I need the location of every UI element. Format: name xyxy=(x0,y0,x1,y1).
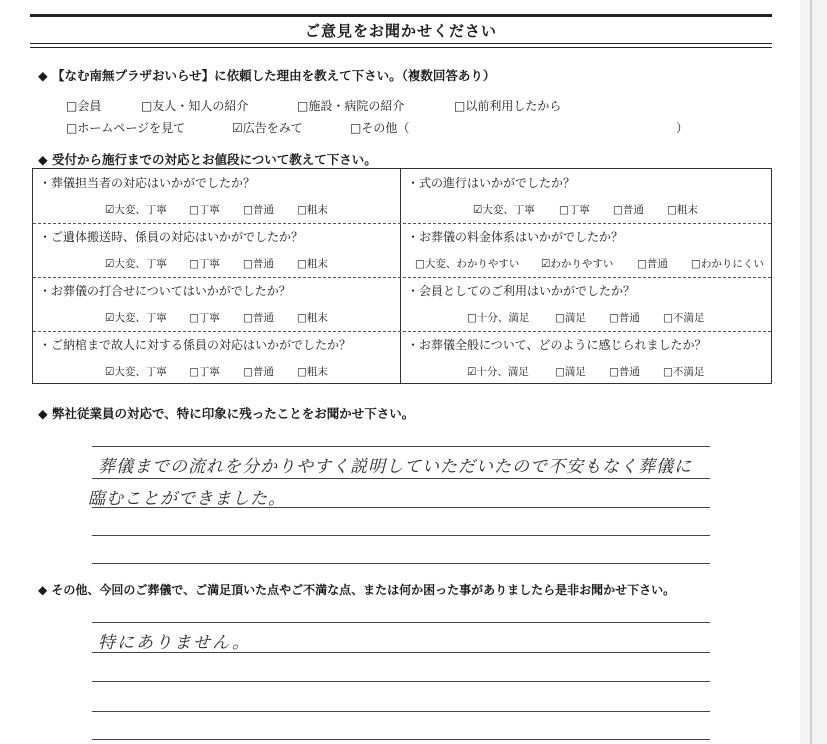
q1-option-homepage[interactable]: □ホームページを見て xyxy=(66,121,186,135)
q2-question-pricing: ・お葬儀の料金体系はいかがでしたか？ xyxy=(407,230,624,244)
q2-answer[interactable]: □満足 xyxy=(555,366,586,378)
q2-answer[interactable]: ☑大変、丁寧 xyxy=(473,204,535,216)
writing-line xyxy=(92,622,710,623)
q1-option-facility[interactable]: □施設・病院の紹介 xyxy=(297,99,405,113)
q3-handwriting-line-2: 臨むことができました。 xyxy=(88,489,286,509)
writing-line xyxy=(92,478,710,479)
grid-row-divider xyxy=(33,331,771,332)
q2-answer[interactable]: □粗末 xyxy=(297,312,328,324)
writing-line xyxy=(92,535,710,536)
q2-answer[interactable]: ☑大変、丁寧 xyxy=(105,204,167,216)
q2-answer[interactable]: ☑大変、丁寧 xyxy=(105,312,167,324)
q2-question-encoffin: ・ご納棺まで故人に対する係員の対応はいかがでしたか？ xyxy=(39,338,352,352)
q1-option-friend[interactable]: □友人・知人の紹介 xyxy=(141,99,249,113)
q2-answer[interactable]: ☑大変、丁寧 xyxy=(105,258,167,270)
q2-answer[interactable]: □粗末 xyxy=(297,204,328,216)
grid-row-divider xyxy=(33,223,771,224)
q2-answer[interactable]: ☑わかりやすい xyxy=(541,258,614,270)
q2-answer[interactable]: □満足 xyxy=(555,312,586,324)
q2-answer[interactable]: □普通 xyxy=(243,204,274,216)
q2-answer[interactable]: □丁寧 xyxy=(189,258,220,270)
title-bar xyxy=(30,14,772,44)
writing-line xyxy=(92,739,710,740)
q2-answer[interactable]: □丁寧 xyxy=(559,204,590,216)
q2-answer[interactable]: □普通 xyxy=(243,366,274,378)
q2-answer[interactable]: □不満足 xyxy=(663,366,705,378)
q2-question-transport: ・ご遺体搬送時、係員の対応はいかがでしたか？ xyxy=(39,230,304,244)
q1-option-other[interactable]: □その他（ xyxy=(350,121,410,135)
q2-answer[interactable]: □不満足 xyxy=(663,312,705,324)
q2-answer[interactable]: □普通 xyxy=(637,258,668,270)
q2-question-overall: ・お葬儀全般について、どのように感じられましたか？ xyxy=(407,338,707,352)
q2-answer[interactable]: □普通 xyxy=(243,312,274,324)
q2-answer[interactable]: ☑大変、丁寧 xyxy=(105,366,167,378)
q2-answer[interactable]: □普通 xyxy=(613,204,644,216)
q2-answer[interactable]: □粗末 xyxy=(297,366,328,378)
q4-heading: ◆ その他、今回のご葬儀で、ご満足頂いた点やご不満な点、または何か困った事がありましたら是非お聞かせ下さい。 xyxy=(38,583,676,597)
q4-handwriting-line-1: 特にありません。 xyxy=(98,633,252,653)
q1-option-previous[interactable]: □以前利用したから xyxy=(454,99,562,113)
q2-answer[interactable]: □普通 xyxy=(609,312,640,324)
q2-heading: ◆ 受付から施行までの対応とお値段について教えて下さい。 xyxy=(38,152,377,167)
q2-answer[interactable]: □粗末 xyxy=(297,258,328,270)
q2-question-staff: ・葬儀担当者の対応はいかがでしたか？ xyxy=(39,176,256,190)
q1-option-advert[interactable]: ☑広告をみて xyxy=(232,121,303,135)
q2-answer[interactable]: □十分、満足 xyxy=(467,312,530,324)
q2-answer[interactable]: □丁寧 xyxy=(189,204,220,216)
q1-option-member[interactable]: □会員 xyxy=(66,99,102,113)
page-title: ご意見をお聞かせください xyxy=(304,22,497,40)
writing-line xyxy=(92,711,710,712)
q2-answer[interactable]: □丁寧 xyxy=(189,312,220,324)
q2-question-membership: ・会員としてのご利用はいかがでしたか？ xyxy=(407,284,636,298)
writing-line xyxy=(92,446,710,447)
q2-answer[interactable]: □普通 xyxy=(609,366,640,378)
q2-answer[interactable]: □丁寧 xyxy=(189,366,220,378)
q2-grid xyxy=(32,168,772,384)
scan-edge xyxy=(800,0,827,744)
q1-option-other-close: ） xyxy=(676,121,689,135)
q1-heading: ◆ 【なむ南無プラザおいらせ】に依頼した理由を教えて下さい。（複数回答あり） xyxy=(38,68,496,83)
writing-line xyxy=(92,563,710,564)
q2-answer[interactable]: ☑十分、満足 xyxy=(467,366,529,378)
q2-answer[interactable]: □わかりにくい xyxy=(691,258,764,270)
writing-line xyxy=(92,681,710,682)
q2-answer[interactable]: □普通 xyxy=(243,258,274,270)
q2-answer[interactable]: □大変、わかりやすい xyxy=(415,258,520,270)
q3-heading: ◆ 弊社従業員の対応で、特に印象に残ったことをお聞かせ下さい。 xyxy=(38,406,415,421)
q2-question-meeting: ・お葬儀の打合せについてはいかがでしたか？ xyxy=(39,284,291,298)
q3-handwriting-line-1: 葬儀までの流れを分かりやすく説明していただいたので不安もなく葬儀に xyxy=(98,457,692,477)
grid-divider xyxy=(400,169,401,383)
grid-row-divider xyxy=(33,277,771,278)
q2-answer[interactable]: □粗末 xyxy=(667,204,698,216)
q2-question-ceremony: ・式の進行はいかがでしたか？ xyxy=(407,176,576,190)
